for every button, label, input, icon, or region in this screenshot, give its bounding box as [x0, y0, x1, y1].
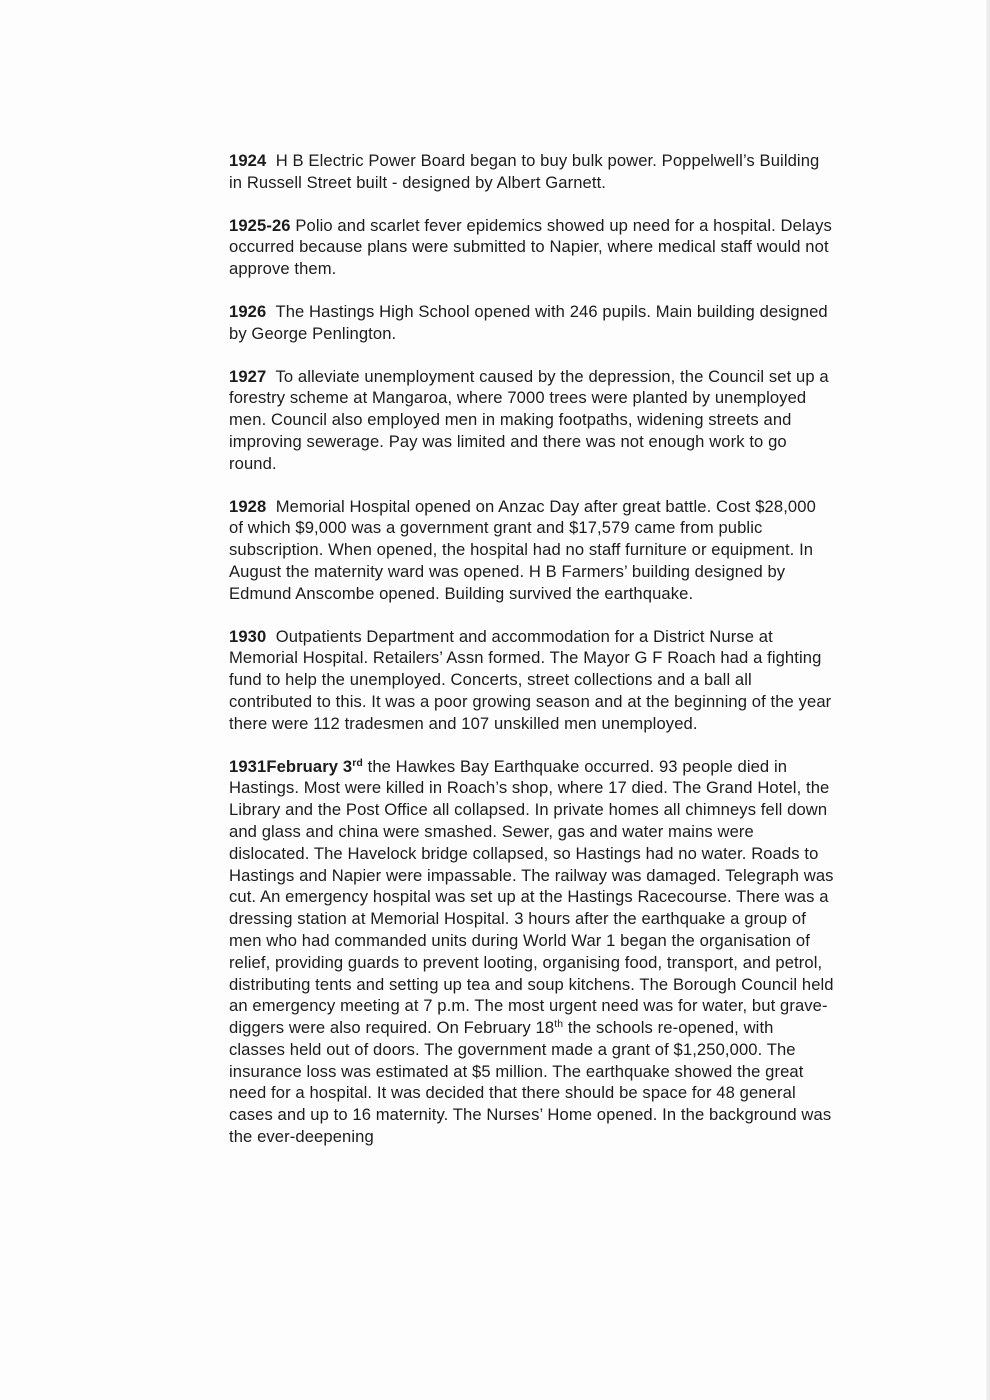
entry-1927	[229, 366, 834, 475]
chronology-text	[229, 150, 834, 1169]
entry-year: 1926	[229, 301, 267, 321]
entry-1931	[229, 756, 834, 1148]
entry-text: The Hastings High School opened with 246 pupils. Main building designed by George Penlington.	[229, 301, 828, 343]
entry-bold-lead: February 3	[266, 756, 353, 776]
entry-text-superscript: th	[554, 1018, 564, 1031]
entry-text: Polio and scarlet fever epidemics showed up need for a hospital. Delays occurred because plans were submitted to Napier, where medical staff would not approve them.	[229, 215, 832, 279]
entry-year: 1930	[229, 626, 267, 646]
entry-year: 1928	[229, 496, 267, 516]
entry-text: the Hawkes Bay Earthquake occurred. 93 people died in Hastings. Most were killed in Roach’s shop, where 17 died. The Grand Hotel, the Library and the Post Office all collapsed. In private homes all chimneys fell down and glass and china were smashed. Sewer, gas and water mains were dislocated. The Havelock bridge collapsed, so Hastings had no water. Roads to Hastings and Napier were impassable. The railway was damaged. Telegraph was cut. An emergency hospital was set up at the Hastings Racecourse. There was a dressing station at Memorial Hospital. 3 hours after the earthquake a group of men who had commanded units during World War 1 began the organisation of relief, providing guards to prevent looting, organising food, transport, and petrol, distributing tents and setting up tea and soup kitchens. The Borough Council held an emergency meeting at 7 p.m. The most urgent need was for water, but grave-diggers were also required. On February 18	[229, 756, 834, 1038]
entry-year: 1924	[229, 151, 267, 170]
entry-text: Memorial Hospital opened on Anzac Day after great battle. Cost $28,000 of which $9,000 was a government grant and $17,579 came from public subscription. When opened, the hospital had no staff furniture or equipment. In August the maternity ward was opened. H B Farmers’ building designed by Edmund Anscombe opened. Building survived the earthquake.	[229, 496, 816, 603]
entry-year: 1931	[229, 756, 267, 776]
entry-1928	[229, 496, 834, 605]
entry-text: To alleviate unemployment caused by the depression, the Council set up a forestry scheme at Mangaroa, where 7000 trees were planted by unemployed men. Council also employed men in making footpaths, widening streets and improving sewerage. Pay was limited and there was not enough work to go round.	[229, 366, 829, 473]
scan-edge-shadow	[986, 0, 990, 1400]
entry-1925-26	[229, 215, 834, 280]
entry-text-continued: the schools re-opened, with classes held out of doors. The government made a grant of $1,250,000. The insurance loss was estimated at $5 million. The earthquake showed the great need for a hospital. It was decided that there should be space for 48 general cases and up to 16 maternity. The Nurses’ Home opened. In the background was the ever-deepening	[229, 1018, 832, 1147]
entry-text: H B Electric Power Board began to buy bulk power. Poppelwell’s Building in Russell Street built - designed by Albert Garnett.	[229, 151, 820, 192]
entry-1924	[229, 150, 834, 194]
entry-1930	[229, 626, 834, 735]
entry-year: 1927	[229, 366, 267, 386]
entry-text: Outpatients Department and accommodation for a District Nurse at Memorial Hospital. Retailers’ Assn formed. The Mayor G F Roach had a fighting fund to help the unemployed. Concerts, street collections and a ball all contributed to this. It was a poor growing season and at the beginning of the year there were 112 tradesmen and 107 unskilled men unemployed.	[229, 626, 832, 733]
entry-1926	[229, 301, 834, 345]
entry-bold-lead-superscript: rd	[352, 756, 363, 769]
entry-year: 1925-26	[229, 215, 291, 235]
